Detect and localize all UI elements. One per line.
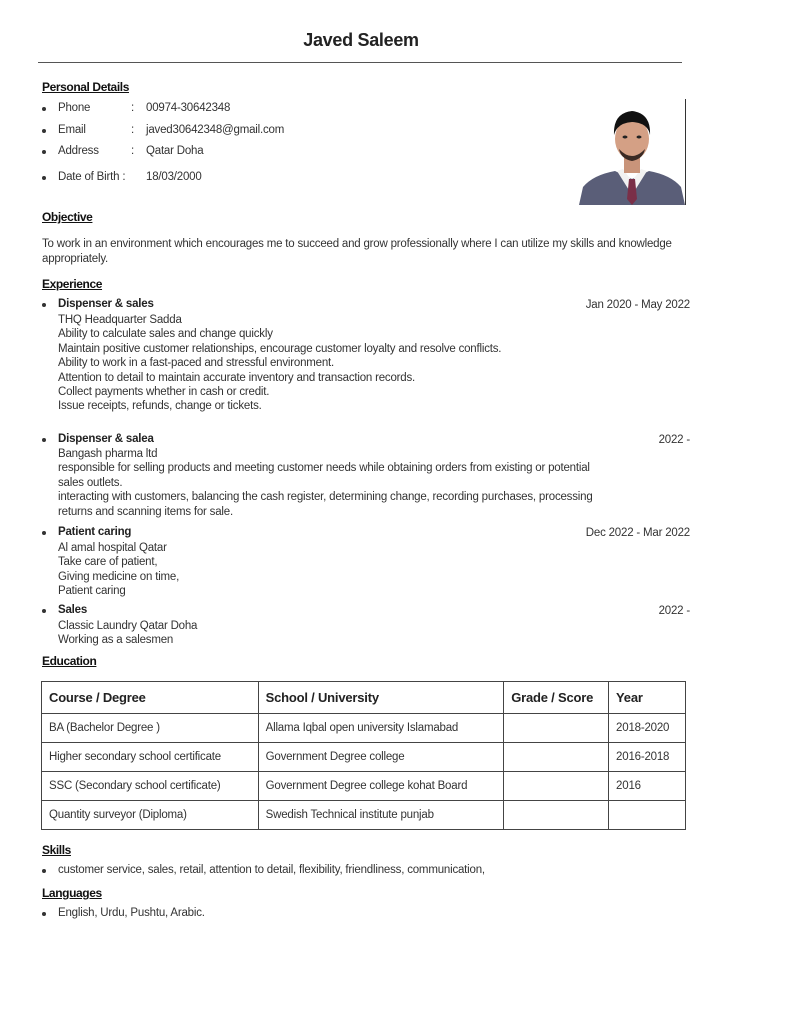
job-detail-line: Maintain positive customer relationships, encourage customer loyalty and resolve conflicts. <box>58 342 502 355</box>
phone-label: Phone <box>58 102 91 114</box>
grade-cell <box>504 772 609 801</box>
experience-heading: Experience <box>42 277 103 291</box>
email-sep: : <box>131 124 134 136</box>
table-row <box>42 772 686 801</box>
job-detail-line: responsible for selling products and meeting customer needs while obtaining orders from existing or potential <box>58 462 590 475</box>
bullet-icon <box>42 869 46 873</box>
course-cell: Higher secondary school certificate <box>42 743 259 772</box>
education-heading: Education <box>42 654 97 668</box>
bullet-icon <box>42 609 46 613</box>
column-header: Year <box>609 682 686 714</box>
bullet-icon <box>42 129 46 133</box>
job-detail-line: returns and scanning items for sale. <box>58 505 233 518</box>
job-detail-line: Bangash pharma ltd <box>58 448 158 460</box>
job-detail-line: Giving medicine on time, <box>58 570 180 583</box>
table-row <box>42 714 686 743</box>
table-header-row <box>42 682 686 714</box>
languages-text: English, Urdu, Pushtu, Arabic. <box>58 907 205 919</box>
objective-text: To work in an environment which encourages me to succeed and grow professionally where I can utilize my skills and knowledge appropriately. <box>42 238 672 265</box>
bullet-icon <box>42 438 46 442</box>
job-detail-line: Classic Laundry Qatar Doha <box>58 620 198 632</box>
skills-heading: Skills <box>42 843 71 857</box>
personal-details-heading: Personal Details <box>42 80 129 94</box>
job-details <box>58 541 179 599</box>
grade-cell <box>504 714 609 743</box>
job-title: Dispenser & salea <box>58 433 154 445</box>
bullet-icon <box>42 176 46 180</box>
job-detail-line: THQ Headquarter Sadda <box>58 314 182 326</box>
job-detail-line: Ability to work in a fast-paced and stressful environment. <box>58 357 335 370</box>
job-detail-line: Ability to calculate sales and change quickly <box>58 328 273 341</box>
table-row <box>42 801 686 830</box>
year-cell: 2016 <box>609 772 686 801</box>
year-cell <box>609 801 686 830</box>
job-details <box>58 313 501 414</box>
job-title: Patient caring <box>58 526 132 538</box>
year-cell: 2016-2018 <box>609 743 686 772</box>
job-detail-line: Working as a salesmen <box>58 634 174 647</box>
bullet-icon <box>42 531 46 535</box>
profile-photo <box>579 99 686 205</box>
course-cell: BA (Bachelor Degree ) <box>42 714 259 743</box>
job-date: 2022 - <box>658 605 690 617</box>
grade-cell <box>504 743 609 772</box>
table-row <box>42 743 686 772</box>
school-cell: Government Degree college <box>258 743 504 772</box>
skills-text: customer service, sales, retail, attention to detail, flexibility, friendliness, communication, <box>58 864 485 876</box>
course-cell: Quantity surveyor (Diploma) <box>42 801 259 830</box>
bullet-icon <box>42 107 46 111</box>
school-cell: Swedish Technical institute punjab <box>258 801 504 830</box>
dob-value: 18/03/2000 <box>146 171 202 183</box>
job-details <box>58 619 197 648</box>
person-portrait-icon <box>579 99 685 205</box>
bullet-icon <box>42 303 46 307</box>
candidate-name: Javed Saleem <box>303 30 419 50</box>
job-detail-line: Issue receipts, refunds, change or tickets. <box>58 400 262 413</box>
address-label: Address <box>58 145 99 157</box>
grade-cell <box>504 801 609 830</box>
header-divider <box>38 62 682 63</box>
email-value: javed30642348@gmail.com <box>146 124 285 136</box>
job-date: Dec 2022 - Mar 2022 <box>585 527 690 539</box>
address-value: Qatar Doha <box>146 145 204 157</box>
column-header: Grade / Score <box>504 682 609 714</box>
school-cell: Government Degree college kohat Board <box>258 772 504 801</box>
job-details <box>58 447 593 519</box>
dob-label: Date of Birth : <box>58 171 126 183</box>
address-sep: : <box>131 145 134 157</box>
phone-value: 00974-30642348 <box>146 102 231 114</box>
job-title: Sales <box>58 604 88 616</box>
phone-sep: : <box>131 102 134 114</box>
job-detail-line: sales outlets. <box>58 476 123 489</box>
job-detail-line: Patient caring <box>58 585 126 598</box>
job-detail-line: Al amal hospital Qatar <box>58 542 167 554</box>
job-title: Dispenser & sales <box>58 298 154 310</box>
job-detail-line: Collect payments whether in cash or credit. <box>58 386 270 399</box>
bullet-icon <box>42 150 46 154</box>
bullet-icon <box>42 912 46 916</box>
objective-heading: Objective <box>42 210 93 224</box>
column-header: Course / Degree <box>42 682 259 714</box>
email-label: Email <box>58 124 86 136</box>
job-detail-line: Take care of patient, <box>58 556 158 569</box>
education-table <box>41 681 686 830</box>
job-detail-line: interacting with customers, balancing the cash register, determining change, recording purchases, processing <box>58 491 593 504</box>
job-date: 2022 - <box>658 434 690 446</box>
course-cell: SSC (Secondary school certificate) <box>42 772 259 801</box>
languages-heading: Languages <box>42 886 102 900</box>
school-cell: Allama Iqbal open university Islamabad <box>258 714 504 743</box>
job-detail-line: Attention to detail to maintain accurate inventory and transaction records. <box>58 371 416 384</box>
year-cell: 2018-2020 <box>609 714 686 743</box>
job-date: Jan 2020 - May 2022 <box>585 299 690 311</box>
column-header: School / University <box>258 682 504 714</box>
